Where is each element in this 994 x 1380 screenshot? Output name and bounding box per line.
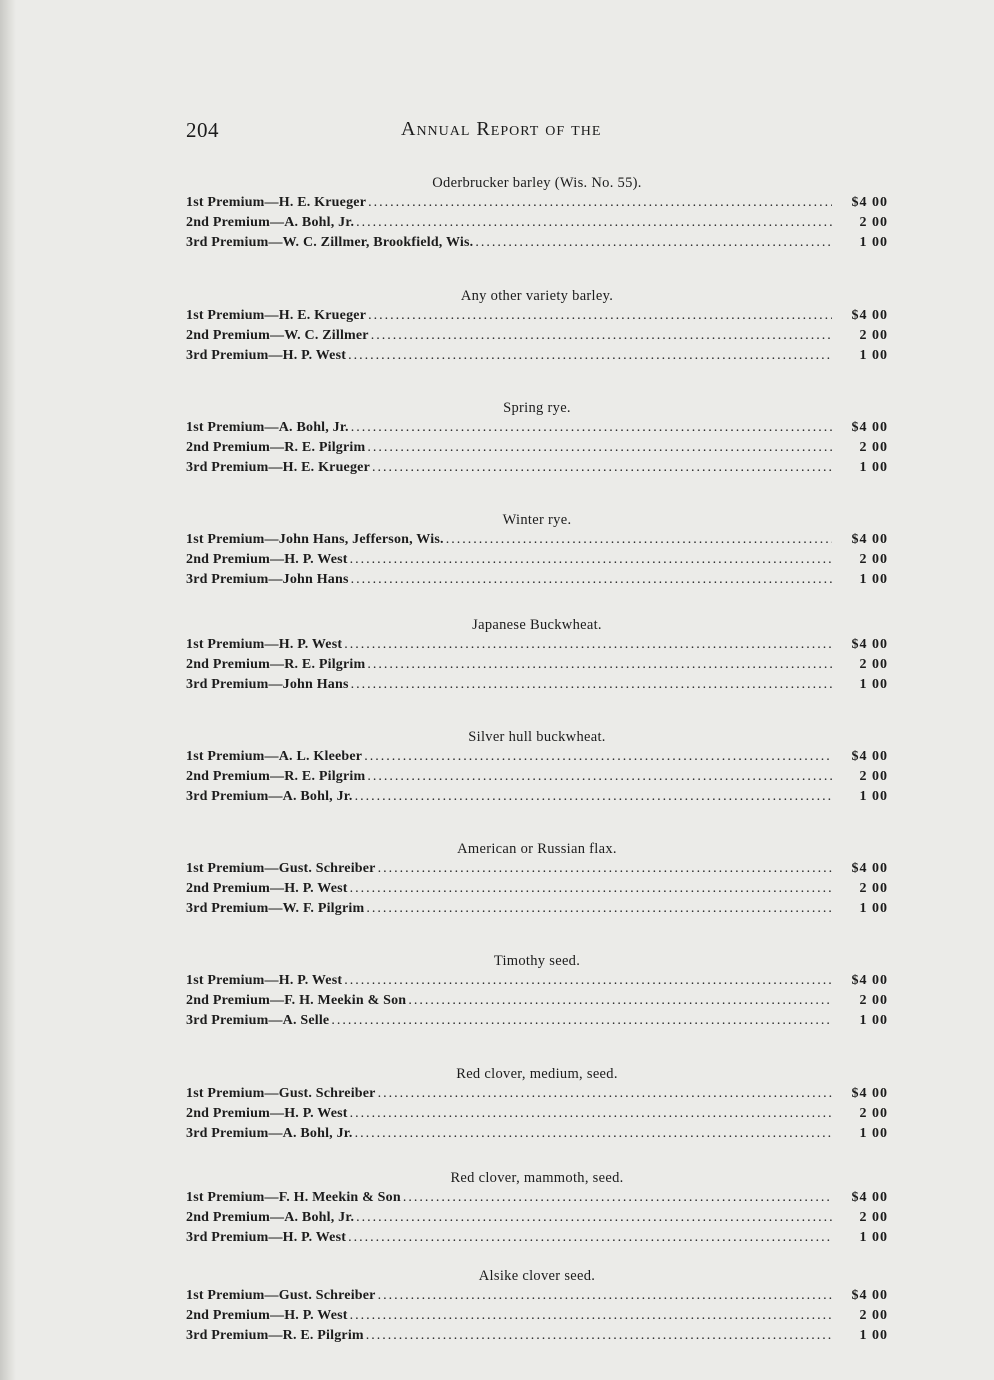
premium-row xyxy=(186,550,888,570)
premium-amount: 2 00 xyxy=(859,769,888,784)
dot-leader xyxy=(350,550,832,570)
dot-leader xyxy=(372,458,832,478)
premium-winner: W. F. Pilgrim xyxy=(282,901,365,916)
premium-section xyxy=(186,951,888,1031)
section-title: Any other variety barley. xyxy=(460,288,614,304)
section-title: Japanese Buckwheat. xyxy=(472,617,602,633)
premium-amount: 2 00 xyxy=(859,552,888,567)
premium-place: 3rd Premium xyxy=(186,1126,269,1141)
premium-row xyxy=(186,530,888,550)
premium-row xyxy=(186,193,888,213)
premium-row xyxy=(186,1306,888,1326)
premium-row xyxy=(186,747,888,767)
premium-amount: 2 00 xyxy=(859,993,888,1008)
premium-place: 2nd Premium xyxy=(186,881,270,896)
dot-leader xyxy=(344,971,832,991)
premium-row xyxy=(186,1208,888,1228)
dot-leader xyxy=(378,1286,832,1306)
premium-section xyxy=(186,286,888,366)
premium-winner: A. Bohl, Jr. xyxy=(282,789,353,804)
dot-leader xyxy=(351,570,832,590)
premium-amount: $4 00 xyxy=(851,308,888,323)
premium-place: 3rd Premium xyxy=(186,348,269,363)
premium-row xyxy=(186,1188,888,1208)
dot-leader xyxy=(355,787,832,807)
premium-amount: $4 00 xyxy=(851,861,888,876)
dot-leader xyxy=(348,346,832,366)
premium-place: 3rd Premium xyxy=(186,901,269,916)
premium-place: 2nd Premium xyxy=(186,769,270,784)
dash: — xyxy=(270,328,285,343)
premium-row xyxy=(186,458,888,478)
section-title: Red clover, mammoth, seed. xyxy=(450,1170,624,1186)
dot-leader xyxy=(350,879,832,899)
dash: — xyxy=(268,460,283,475)
premium-amount: $4 00 xyxy=(851,1190,888,1205)
premium-row xyxy=(186,767,888,787)
premium-section xyxy=(186,727,888,807)
premium-winner: John Hans xyxy=(282,572,349,587)
page-number: 204 xyxy=(186,118,219,142)
premium-winner: H. P. West xyxy=(278,637,343,652)
premium-winner: John Hans, Jefferson, Wis. xyxy=(278,532,444,547)
dot-leader xyxy=(367,767,832,787)
dot-leader xyxy=(364,747,832,767)
premium-amount: 2 00 xyxy=(859,440,888,455)
premium-row xyxy=(186,438,888,458)
premium-section xyxy=(186,398,888,478)
dash: — xyxy=(264,420,279,435)
premium-winner: R. E. Pilgrim xyxy=(284,440,366,455)
premium-row xyxy=(186,991,888,1011)
premium-row xyxy=(186,899,888,919)
premium-place: 3rd Premium xyxy=(186,677,269,692)
premium-section xyxy=(186,1168,888,1248)
premium-row xyxy=(186,1326,888,1346)
dash: — xyxy=(270,440,285,455)
dot-leader xyxy=(367,655,832,675)
dot-leader xyxy=(403,1188,832,1208)
dash: — xyxy=(270,657,285,672)
dot-leader xyxy=(378,859,832,879)
dot-leader xyxy=(350,1306,832,1326)
premium-row xyxy=(186,635,888,655)
premium-winner: F. H. Meekin & Son xyxy=(278,1190,401,1205)
dot-leader xyxy=(408,991,832,1011)
dot-leader xyxy=(355,1124,832,1144)
premium-amount: $4 00 xyxy=(851,1086,888,1101)
dot-leader xyxy=(368,306,832,326)
premium-place: 1st Premium xyxy=(186,420,265,435)
premium-winner: F. H. Meekin & Son xyxy=(284,993,407,1008)
dash: — xyxy=(264,308,279,323)
premium-place: 3rd Premium xyxy=(186,572,269,587)
premium-place: 2nd Premium xyxy=(186,215,270,230)
premium-row xyxy=(186,859,888,879)
dash: — xyxy=(268,1013,283,1028)
dash: — xyxy=(264,973,279,988)
dash: — xyxy=(264,1086,279,1101)
dash: — xyxy=(264,195,279,210)
running-title: Annual Report of the xyxy=(401,118,602,140)
dash: — xyxy=(268,1328,283,1343)
premium-section xyxy=(186,839,888,919)
dash: — xyxy=(264,532,279,547)
premium-amount: 1 00 xyxy=(859,901,888,916)
premium-row xyxy=(186,326,888,346)
premium-place: 2nd Premium xyxy=(186,657,270,672)
premium-place: 2nd Premium xyxy=(186,552,270,567)
dash: — xyxy=(268,348,283,363)
dot-leader xyxy=(475,233,832,253)
dash: — xyxy=(264,1288,279,1303)
premium-place: 3rd Premium xyxy=(186,235,269,250)
premium-place: 1st Premium xyxy=(186,1288,265,1303)
dash: — xyxy=(270,215,285,230)
premium-place: 3rd Premium xyxy=(186,460,269,475)
premium-place: 1st Premium xyxy=(186,532,265,547)
premium-amount: 1 00 xyxy=(859,1328,888,1343)
section-title: American or Russian flax. xyxy=(457,841,617,857)
premium-place: 2nd Premium xyxy=(186,1210,270,1225)
premium-winner: H. P. West xyxy=(284,881,348,896)
premium-amount: $4 00 xyxy=(851,749,888,764)
dash: — xyxy=(270,881,285,896)
premium-winner: H. P. West xyxy=(282,348,347,363)
dash: — xyxy=(268,1126,283,1141)
dot-leader xyxy=(350,1104,832,1124)
premium-place: 1st Premium xyxy=(186,637,265,652)
premium-place: 1st Premium xyxy=(186,195,265,210)
premium-amount: 1 00 xyxy=(859,1013,888,1028)
section-title: Silver hull buckwheat. xyxy=(468,729,606,745)
premium-section xyxy=(186,1064,888,1144)
section-title: Winter rye. xyxy=(502,512,572,528)
dash: — xyxy=(270,993,285,1008)
dash: — xyxy=(270,552,285,567)
premium-amount: 2 00 xyxy=(859,1210,888,1225)
premium-winner: W. C. Zillmer, Brookfield, Wis. xyxy=(282,235,474,250)
section-title: Alsike clover seed. xyxy=(478,1268,596,1284)
premium-row xyxy=(186,879,888,899)
premium-row xyxy=(186,233,888,253)
premium-winner: H. P. West xyxy=(284,1106,348,1121)
dot-leader xyxy=(351,675,832,695)
premium-winner: A. Bohl, Jr. xyxy=(282,1126,353,1141)
premium-place: 3rd Premium xyxy=(186,1230,269,1245)
premium-place: 2nd Premium xyxy=(186,1308,270,1323)
dot-leader xyxy=(356,1208,832,1228)
premium-row xyxy=(186,306,888,326)
premium-place: 1st Premium xyxy=(186,749,265,764)
premium-amount: 1 00 xyxy=(859,677,888,692)
premium-winner: W. C. Zillmer xyxy=(284,328,369,343)
dot-leader xyxy=(348,1228,832,1248)
premium-winner: A. Selle xyxy=(282,1013,330,1028)
dot-leader xyxy=(371,326,832,346)
premium-row xyxy=(186,1084,888,1104)
premium-amount: 2 00 xyxy=(859,1106,888,1121)
premium-place: 2nd Premium xyxy=(186,328,270,343)
premium-winner: A. Bohl, Jr. xyxy=(278,420,349,435)
dash: — xyxy=(268,235,283,250)
dot-leader xyxy=(446,530,832,550)
premium-winner: Gust. Schreiber xyxy=(278,1288,376,1303)
premium-place: 3rd Premium xyxy=(186,1328,269,1343)
dash: — xyxy=(264,637,279,652)
dot-leader xyxy=(351,418,832,438)
premium-amount: $4 00 xyxy=(851,973,888,988)
premium-winner: H. P. West xyxy=(282,1230,347,1245)
premium-winner: H. E. Krueger xyxy=(282,460,370,475)
premium-row xyxy=(186,1286,888,1306)
premium-row xyxy=(186,1228,888,1248)
premium-amount: $4 00 xyxy=(851,1288,888,1303)
premium-place: 1st Premium xyxy=(186,973,265,988)
premium-amount: 1 00 xyxy=(859,348,888,363)
premium-section xyxy=(186,1266,888,1346)
premium-row xyxy=(186,1124,888,1144)
dash: — xyxy=(270,1210,285,1225)
premium-place: 3rd Premium xyxy=(186,789,269,804)
dash: — xyxy=(268,789,283,804)
premium-place: 2nd Premium xyxy=(186,993,270,1008)
premium-amount: 1 00 xyxy=(859,789,888,804)
premium-place: 3rd Premium xyxy=(186,1013,269,1028)
premium-amount: 1 00 xyxy=(859,572,888,587)
dash: — xyxy=(268,901,283,916)
premium-amount: 1 00 xyxy=(859,235,888,250)
premium-amount: 2 00 xyxy=(859,657,888,672)
section-title: Spring rye. xyxy=(503,400,571,416)
premium-row xyxy=(186,675,888,695)
section-title: Red clover, medium, seed. xyxy=(456,1066,618,1082)
premium-place: 1st Premium xyxy=(186,861,265,876)
premium-winner: R. E. Pilgrim xyxy=(282,1328,364,1343)
section-title: Timothy seed. xyxy=(493,953,581,969)
dot-leader xyxy=(366,1326,832,1346)
premium-amount: 2 00 xyxy=(859,881,888,896)
page-spine-shadow xyxy=(0,0,16,1380)
premium-winner: H. E. Krueger xyxy=(278,308,367,323)
dash: — xyxy=(264,749,279,764)
dash: — xyxy=(270,1106,285,1121)
premium-winner: H. P. West xyxy=(284,1308,348,1323)
premium-place: 2nd Premium xyxy=(186,1106,270,1121)
premium-winner: A. L. Kleeber xyxy=(278,749,363,764)
dot-leader xyxy=(367,438,832,458)
premium-section xyxy=(186,173,888,253)
dash: — xyxy=(270,1308,285,1323)
dash: — xyxy=(270,769,285,784)
premium-row xyxy=(186,213,888,233)
section-title: Oderbrucker barley (Wis. No. 55). xyxy=(432,175,642,191)
premium-winner: John Hans xyxy=(282,677,349,692)
premium-row xyxy=(186,1104,888,1124)
premium-amount: $4 00 xyxy=(851,195,888,210)
dot-leader xyxy=(331,1011,832,1031)
dot-leader xyxy=(366,899,832,919)
premium-amount: 1 00 xyxy=(859,1126,888,1141)
premium-winner: A. Bohl, Jr. xyxy=(284,1210,355,1225)
premium-section xyxy=(186,615,888,695)
premium-row xyxy=(186,346,888,366)
premium-amount: 1 00 xyxy=(859,1230,888,1245)
dash: — xyxy=(264,861,279,876)
premium-amount: 2 00 xyxy=(859,215,888,230)
premium-winner: Gust. Schreiber xyxy=(278,861,376,876)
premium-place: 1st Premium xyxy=(186,1190,265,1205)
page-header xyxy=(186,118,886,148)
premium-winner: Gust. Schreiber xyxy=(278,1086,376,1101)
premium-amount: 2 00 xyxy=(859,1308,888,1323)
dot-leader xyxy=(344,635,832,655)
dot-leader xyxy=(356,213,832,233)
dot-leader xyxy=(378,1084,832,1104)
dot-leader xyxy=(368,193,832,213)
premium-place: 2nd Premium xyxy=(186,440,270,455)
premium-winner: H. E. Krueger xyxy=(278,195,367,210)
premium-winner: H. P. West xyxy=(284,552,348,567)
dash: — xyxy=(268,572,283,587)
premium-row xyxy=(186,655,888,675)
premium-winner: R. E. Pilgrim xyxy=(284,769,366,784)
premium-row xyxy=(186,1011,888,1031)
premium-place: 1st Premium xyxy=(186,308,265,323)
premium-amount: $4 00 xyxy=(851,532,888,547)
premium-amount: $4 00 xyxy=(851,637,888,652)
premium-amount: 1 00 xyxy=(859,460,888,475)
dash: — xyxy=(264,1190,279,1205)
premium-row xyxy=(186,418,888,438)
premium-amount: $4 00 xyxy=(851,420,888,435)
premium-winner: H. P. West xyxy=(278,973,343,988)
premium-amount: 2 00 xyxy=(859,328,888,343)
dash: — xyxy=(268,677,283,692)
premium-row xyxy=(186,971,888,991)
premium-place: 1st Premium xyxy=(186,1086,265,1101)
premium-row xyxy=(186,570,888,590)
premium-section xyxy=(186,510,888,590)
premium-row xyxy=(186,787,888,807)
dash: — xyxy=(268,1230,283,1245)
premium-winner: A. Bohl, Jr. xyxy=(284,215,355,230)
premium-winner: R. E. Pilgrim xyxy=(284,657,366,672)
